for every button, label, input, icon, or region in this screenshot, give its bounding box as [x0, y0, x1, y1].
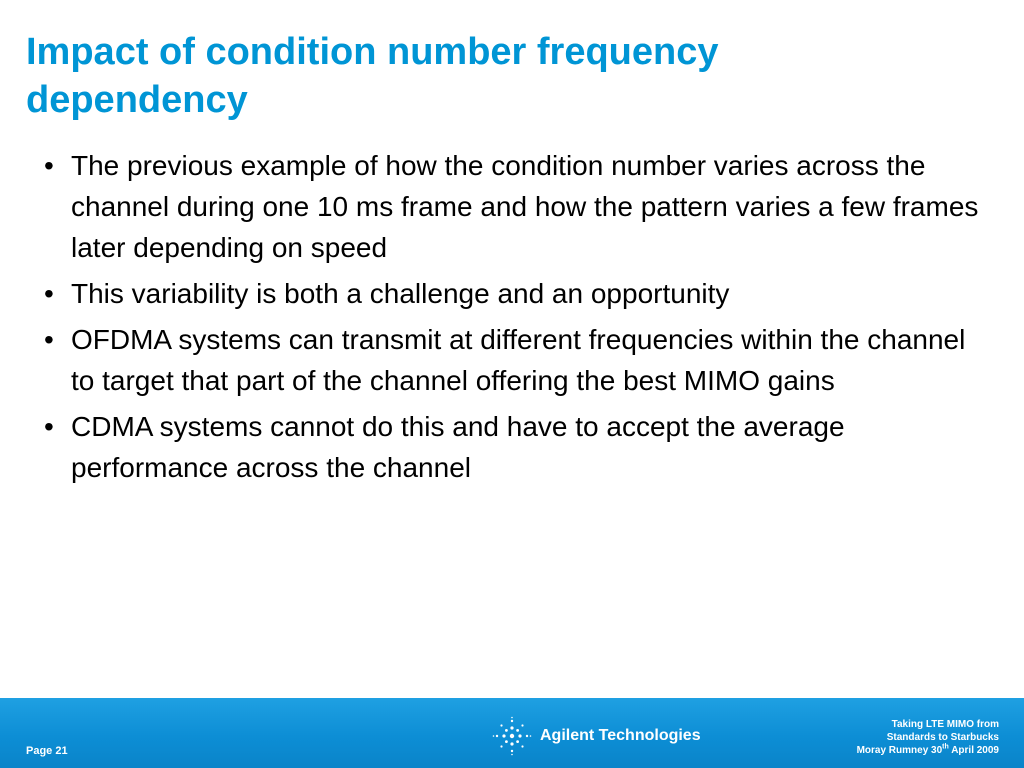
slide-title: Impact of condition number frequency dependency — [26, 31, 719, 121]
bullet-text: OFDMA systems can transmit at different frequencies within the channel to target that part of the channel offering the best MIMO gains — [71, 324, 966, 396]
bullet-item — [44, 406, 994, 488]
presenter-date-suffix: April 2009 — [948, 745, 999, 756]
presenter-date-prefix: Moray Rumney 30 — [856, 745, 943, 756]
presentation-title-line-1: Taking LTE MIMO from — [891, 719, 999, 730]
page-number: Page 21 — [26, 745, 68, 757]
bullet-text: CDMA systems cannot do this and have to accept the average performance across the channel — [71, 411, 845, 483]
presentation-info — [789, 718, 999, 757]
bullet-marker: • — [44, 324, 54, 355]
agilent-spark-icon — [492, 716, 532, 756]
company-name: Agilent Technologies — [540, 727, 701, 744]
bullet-item — [44, 319, 994, 401]
presenter-date-line — [789, 744, 999, 757]
bullet-item — [44, 273, 994, 314]
bullet-list — [44, 145, 994, 493]
bullet-text: This variability is both a challenge and an opportunity — [71, 278, 730, 309]
slide-footer — [0, 698, 1024, 768]
bullet-text: The previous example of how the condition number varies across the channel during one 10 ms frame and how the pattern varies a few frames later depending on speed — [71, 150, 979, 263]
bullet-marker: • — [44, 411, 54, 442]
bullet-marker: • — [44, 150, 54, 181]
bullet-marker: • — [44, 278, 54, 309]
date-ordinal: th — [942, 743, 949, 751]
presentation-title-line-2: Standards to Starbucks — [886, 732, 999, 743]
bullet-item — [44, 145, 994, 268]
agilent-logo — [492, 716, 712, 756]
